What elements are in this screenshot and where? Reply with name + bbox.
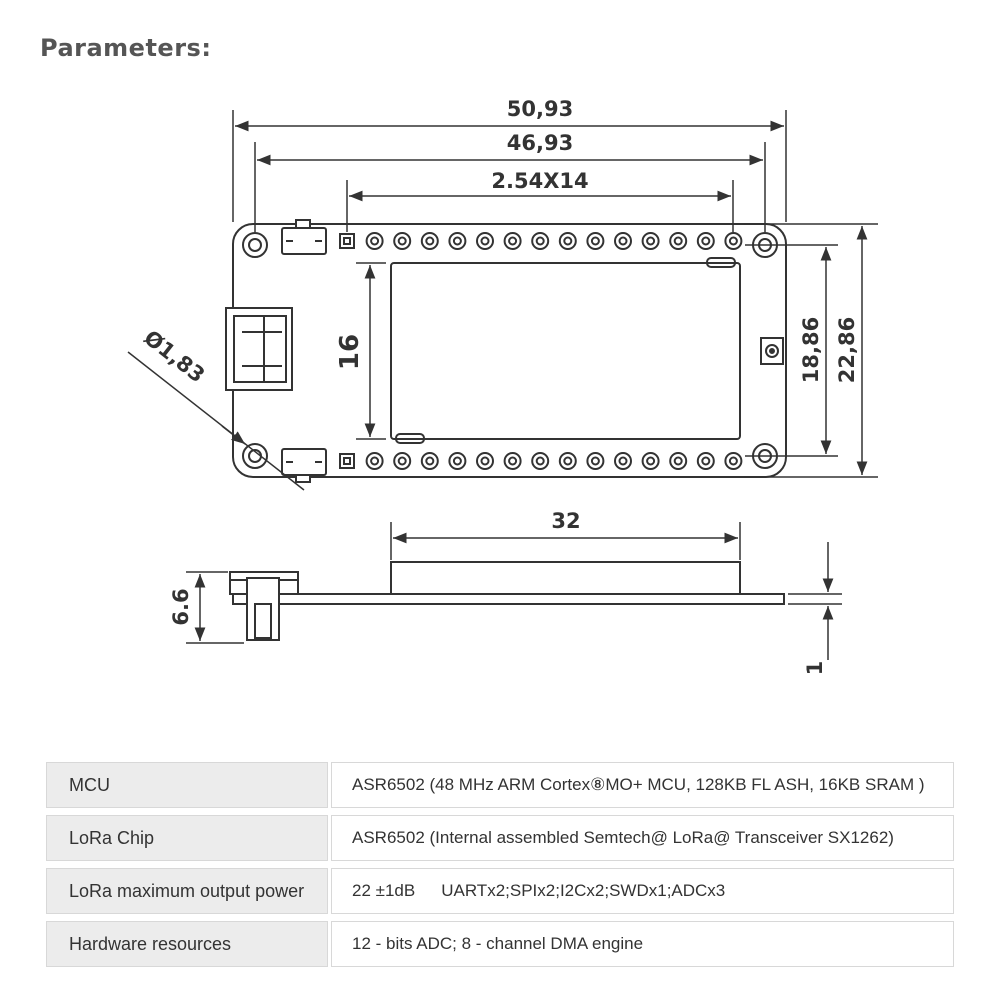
spec-value-extra: UARTx2;SPIx2;I2Cx2;SWDx1;ADCx3 (441, 881, 726, 900)
spec-label: LoRa Chip (46, 815, 328, 861)
spec-row-mcu (46, 762, 954, 808)
screen-length-label: 32 (551, 509, 581, 533)
pin-pitch-label: 2.54X14 (491, 169, 589, 193)
side-screen (391, 562, 740, 595)
overall-height-label: 22,86 (835, 316, 859, 384)
hole-spacing-label: 46,93 (506, 131, 574, 155)
spec-table (46, 762, 954, 974)
spec-label: Hardware resources (46, 921, 328, 967)
spec-row-hardware (46, 921, 954, 967)
board-top-view (226, 220, 786, 482)
hole-diameter-label: Ø1,83 (139, 325, 210, 388)
page-heading: Parameters: (40, 34, 212, 62)
inner-height-label: 18,86 (799, 316, 823, 384)
spec-value-text: 22 ±1dB (352, 881, 416, 900)
spec-value (331, 762, 954, 808)
spec-value-text: 12 - bits ADC; 8 - channel DMA engine (352, 934, 644, 953)
spec-label: MCU (46, 762, 328, 808)
board-side-view (230, 562, 784, 640)
usb-connector-icon (226, 308, 292, 390)
spec-value-text: ASR6502 (Internal assembled Semtech@ LoRa@ Transceiver SX1262) (352, 828, 894, 847)
pcb-thickness-label: 1 (803, 660, 827, 676)
spec-value-text: ASR6502 (48 MHz ARM Cortex⑧MO+ MCU, 128KB FL ASH, 16KB SRAM ) (352, 775, 925, 794)
spec-row-output-power (46, 868, 954, 914)
overall-width-label: 50,93 (506, 97, 574, 121)
spec-value (331, 815, 954, 861)
spec-value (331, 921, 954, 967)
spec-label: LoRa maximum output power (46, 868, 328, 914)
screen-height-label: 16 (335, 333, 365, 371)
spec-row-lora-chip (46, 815, 954, 861)
total-thickness-label: 6.6 (169, 588, 193, 626)
spec-value (331, 868, 954, 914)
side-pcb (233, 594, 784, 604)
